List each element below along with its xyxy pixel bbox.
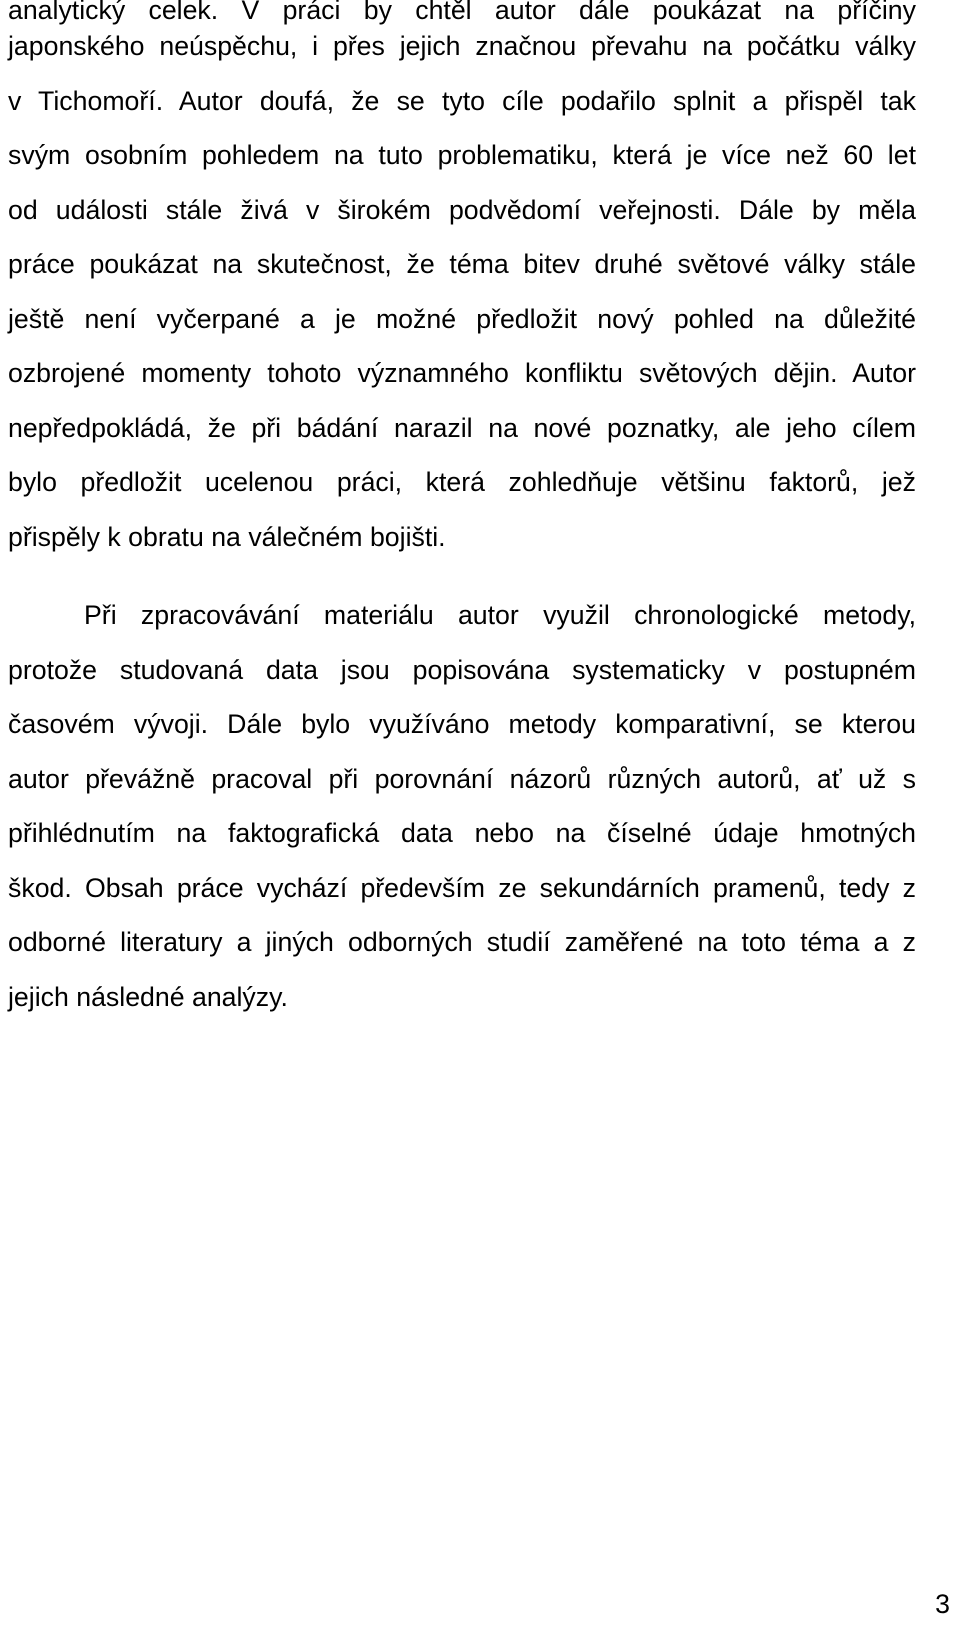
text-line: jejich následné analýzy. — [8, 981, 288, 1012]
page-number: 3 — [935, 1589, 950, 1619]
text-line: přihlédnutím na faktografická data nebo na číselné údaje hmotných — [8, 818, 916, 848]
text-line: nepředpokládá, že při bádání narazil na nové poznatky, ale jeho cílem — [8, 412, 916, 443]
paragraph-1 — [8, 0, 916, 573]
text-line: časovém vývoji. Dále bylo využíváno metody komparativní, se kterou — [8, 709, 916, 739]
text-line: odborné literatury a jiných odborných studií zaměřené na toto téma a z — [8, 927, 916, 957]
text-line: bylo předložit ucelenou práci, která zohledňuje většinu faktorů, jež — [8, 467, 916, 497]
text-line: v Tichomoří. Autor doufá, že se tyto cíle podařilo splnit a přispěl tak — [8, 85, 916, 116]
text-line: práce poukázat na skutečnost, že téma bitev druhé světové války stále — [8, 249, 916, 279]
text-line: škod. Obsah práce vychází především ze sekundárních pramenů, tedy z — [8, 872, 916, 903]
text-line: analytický celek. V práci by chtěl autor dále poukázat na příčiny — [8, 0, 916, 25]
paragraph-gap — [8, 573, 916, 597]
text-line: od události stále živá v širokém podvědomí veřejnosti. Dále by měla — [8, 194, 916, 225]
text-line: japonského neúspěchu, i přes jejich značnou převahu na počátku války — [8, 31, 916, 61]
document-page — [8, 0, 916, 1033]
text-line: protože studovaná data jsou popisována systematicky v postupném — [8, 654, 916, 685]
text-line: přispěly k obratu na válečném bojišti. — [8, 521, 446, 552]
text-line: ozbrojené momenty tohoto významného konfliktu světových dějin. Autor — [8, 358, 916, 388]
text-line: Při zpracovávání materiálu autor využil chronologické metody, — [84, 600, 916, 630]
text-line: svým osobním pohledem na tuto problematiku, která je více než 60 let — [8, 140, 916, 170]
text-line: autor převážně pracoval při porovnání názorů různých autorů, ať už s — [8, 763, 916, 794]
text-line: ještě není vyčerpané a je možné předložit nový pohled na důležité — [8, 303, 916, 334]
paragraph-2 — [8, 597, 916, 1033]
